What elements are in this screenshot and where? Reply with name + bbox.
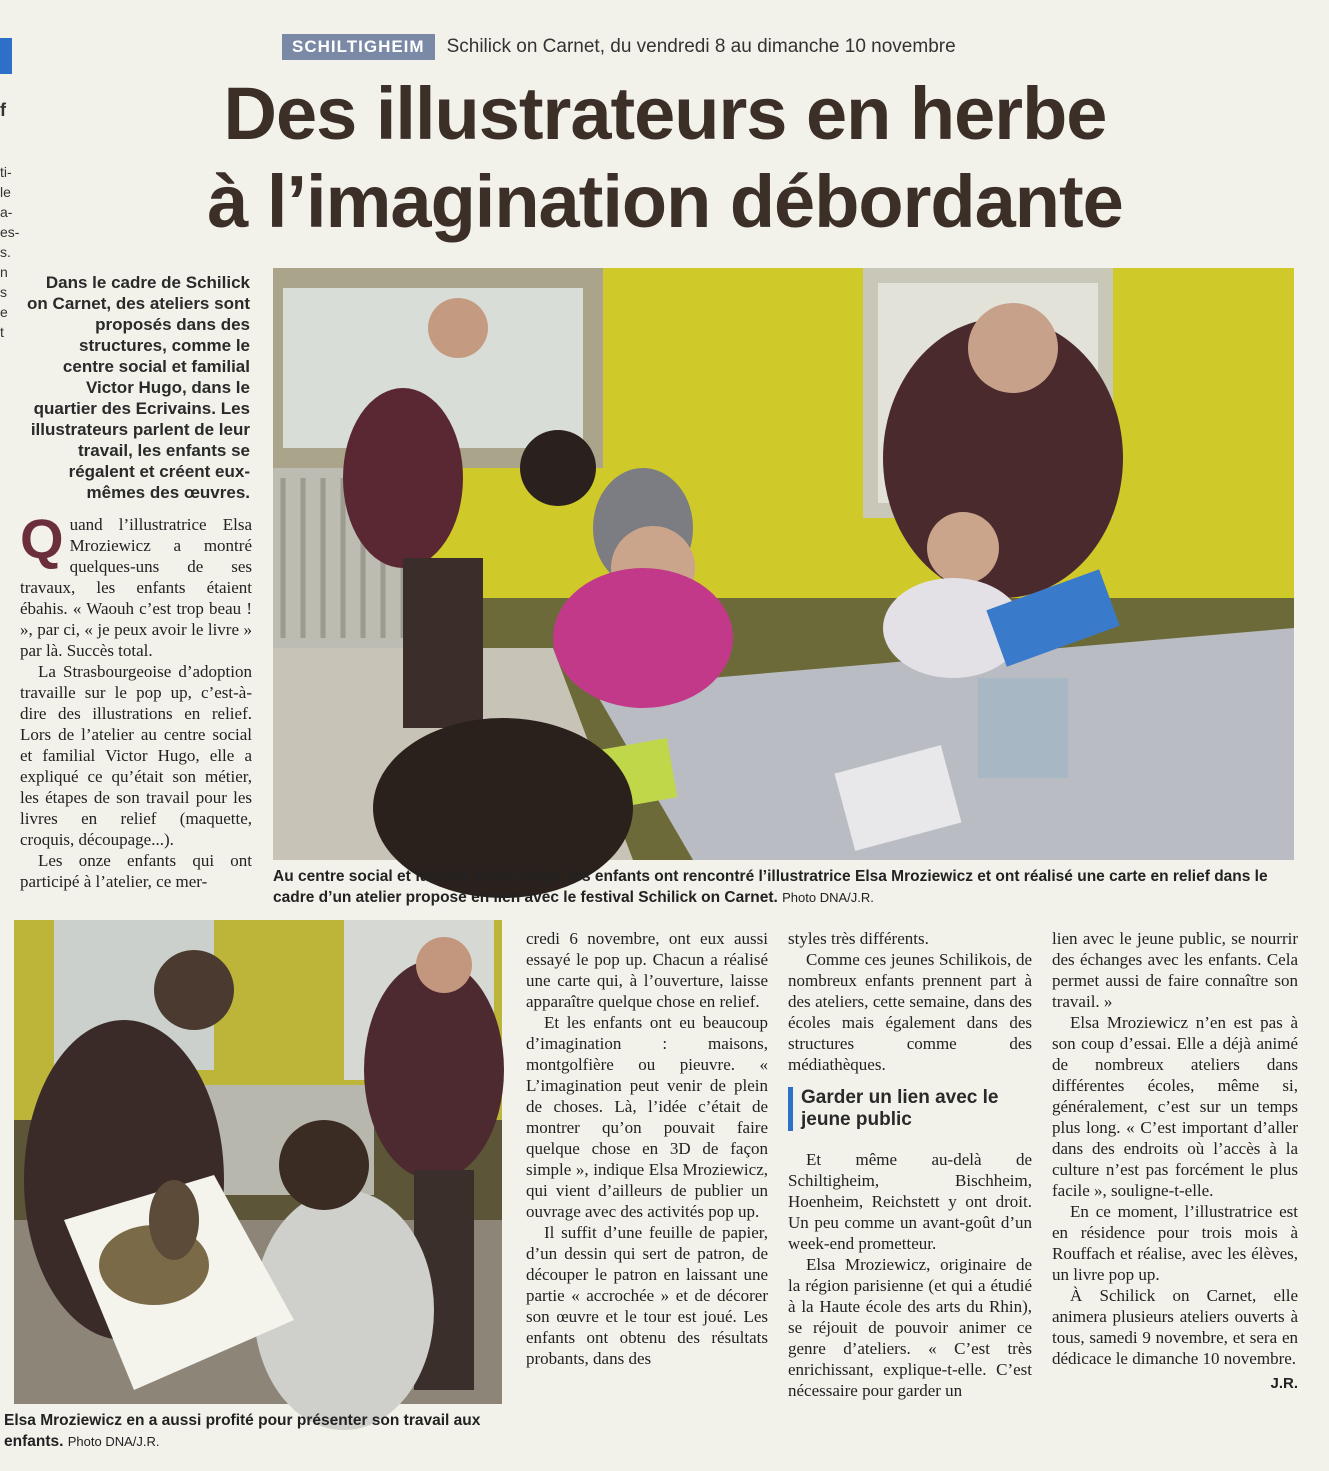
author-signature: J.R. (1270, 1375, 1298, 1392)
article-paragraph: styles très différents. (788, 929, 929, 948)
photo-caption (4, 1410, 504, 1452)
article-paragraph: Les onze enfants qui ont participé à l’atelier, ce mer- (20, 851, 252, 891)
article-paragraph: Et même au-delà de Schiltigheim, Bischheim, Hoenheim, Reichstett y ont droit. Un peu comme un avant-goût d’un week-end prometteur. (788, 1150, 1032, 1253)
article-paragraph: lien avec le jeune public, se nourrir des échanges avec les enfants. Cela permet aussi de faire connaître son travail. » (1052, 929, 1298, 1011)
drop-cap: Q (20, 507, 64, 570)
article-paragraph: La Strasbourgeoise d’adoption travaille sur le pop up, c’est-à-dire des illustrations en relief. Lors de l’atelier au centre social et familial Victor Hugo, elle a expliqué ce qu’était son métier, les étapes de son travail pour les livres en relief (maquette, croquis, découpage...). (20, 662, 252, 849)
edge-fragment: a- (0, 204, 13, 220)
edge-letter: f (0, 100, 6, 120)
presentation-photo-illustration (14, 920, 502, 1404)
workshop-photo (273, 268, 1294, 860)
presentation-photo (14, 920, 502, 1404)
caption-text: Elsa Mroziewicz en a aussi profité pour présenter son travail aux enfants. (4, 1412, 481, 1450)
photo-credit: Photo DNA/J.R. (782, 890, 874, 905)
edge-fragment: s (0, 284, 7, 300)
photo-caption (273, 866, 1297, 908)
edge-fragment: ti- (0, 164, 12, 180)
kicker-text: Schilick on Carnet, du vendredi 8 au dimanche 10 novembre (446, 36, 956, 57)
caption-text: Au centre social et familial Victor Hugo, les enfants ont rencontré l’illustratrice Elsa Mroziewicz et ont réalisé une carte en relief dans le cadre d’un atelier proposé en lien avec le festival Schilick on Carnet. (273, 868, 1268, 906)
headline (110, 70, 1220, 246)
paragraph-text: uand l’illustratrice Elsa Mroziewicz a montré quelques-uns de ses travaux, les enfants étaient ébahis. « Waouh c’est trop beau ! », par ci, « je peux avoir le livre » par là. Succès total. (20, 515, 252, 660)
headline-line-2: à l’imagination débordante (207, 160, 1123, 243)
headline-line-1: Des illustrateurs en herbe (223, 72, 1107, 155)
article-paragraph: Comme ces jeunes Schilikois, de nombreux enfants prennent part à des ateliers, cette semaine, dans des écoles mais également dans des structures comme des médiathèques. (788, 950, 1032, 1074)
article-paragraph: Il suffit d’une feuille de papier, d’un dessin qui sert de patron, de découper le patron en laissant une partie « accrochée » et de décorer son œuvre et le tour est joué. Les enfants ont obtenu des résultats probants, dans des (526, 1223, 768, 1368)
article-column-2 (526, 928, 768, 1369)
edge-fragment: n (0, 264, 8, 280)
edge-fragment: s. (0, 244, 11, 260)
lead-paragraph: Dans le cadre de Schilick on Carnet, des ateliers sont proposés dans des structures, comme le centre social et familial Victor Hugo, dans le quartier des Ecrivains. Les illustrateurs parlent de leur travail, les enfants se régalent et créent eux-mêmes des œuvres. (27, 273, 250, 502)
article-paragraph: Elsa Mroziewicz, originaire de la région parisienne (et qui a étudié à la Haute école des arts du Rhin), se réjouit de pouvoir animer ce genre d’ateliers. « C’est très enrichissant, explique-t-elle. C’est nécessaire pour garder un (788, 1255, 1032, 1400)
article-paragraph: À Schilick on Carnet, elle animera plusieurs ateliers ouverts à tous, samedi 9 novembre, et sera en dédicace le dimanche 10 novembre. (1052, 1286, 1298, 1368)
previous-article-edge (0, 100, 20, 342)
edge-fragment: es- (0, 224, 20, 240)
section-subhead: Garder un lien avec le jeune public (788, 1087, 1032, 1131)
workshop-photo-illustration (273, 268, 1294, 860)
blue-edge-strip (0, 38, 12, 74)
article-column-4 (1052, 928, 1298, 1394)
article-paragraph: credi 6 novembre, ont eux aussi essayé le pop up. Chacun a réalisé une carte qui, à l’ouverture, laisse apparaître quelque chose en relief. (526, 929, 768, 1011)
article-paragraph (20, 507, 252, 661)
section-badge: SCHILTIGHEIM (282, 34, 435, 60)
kicker (282, 33, 956, 61)
article-paragraph: Elsa Mroziewicz n’en est pas à son coup d’essai. Elle a déjà animé de nombreux ateliers dans différentes écoles, même si, généralement, c’est sur un temps plus long. « C’est important d’aller dans des endroits où l’accès à la culture n’est pas forcément le plus facile », souligne-t-elle. (1052, 1013, 1298, 1200)
photo-credit: Photo DNA/J.R. (67, 1434, 160, 1449)
edge-fragment: le (0, 184, 11, 200)
edge-fragment: e (0, 304, 8, 320)
article-paragraph: Et les enfants ont eu beaucoup d’imagination : maisons, montgolfière ou pieuvre. « L’imagination peut venir de plein de choses. Là, l’idée c’était de montrer qu’on pouvait faire quelque chose en 3D de façon simple », indique Elsa Mroziewicz, qui vient d’ailleurs de publier un ouvrage avec des activités pop up. (526, 1013, 768, 1221)
article-paragraph: En ce moment, l’illustratrice est en résidence pour trois mois à Rouffach et réalise, avec les élèves, un livre pop up. (1052, 1202, 1298, 1284)
article-column-3 (788, 928, 1032, 1401)
article-column-1 (20, 507, 252, 892)
edge-fragment: t (0, 324, 4, 340)
